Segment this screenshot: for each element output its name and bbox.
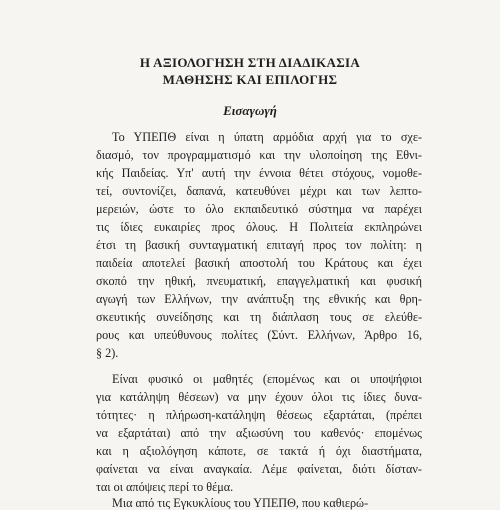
section-subtitle: Εισαγωγή [223,103,277,118]
body-line: μερειών, ώστε το όλο εκπαιδευτικό σύστημα να παρέχει [96,202,422,216]
body-line: Είναι φυσικό οι μαθητές (επομένως και οι υποψήφιοι [112,372,422,386]
body-line: έτσι τη βασική συνταγματική επιταγή προς τον πολίτη: η [96,238,422,252]
body-line: κής Παιδείας. Υπ' αυτή την έννοια θέτει στόχους, νομοθε- [96,166,422,180]
body-line: αγωγή των Ελλήνων, την ανάπτυξη της εθνικής και θρη- [96,292,422,306]
body-line: ται οι απόψεις περί το θέμα. [96,480,234,494]
body-line: τεί, συντονίζει, δαπανά, κατευθύνει μέχρι και των λεπτο- [96,184,422,198]
body-line: σκοπό την ηθική, πνευματική, επαγγελματική και φυσική [96,274,422,288]
body-line: σκευτικής συνείδησης και τη διάπλαση τους σε ελεύθε- [96,310,422,324]
body-line: § 2). [96,346,119,360]
body-line: για κατάληψη θέσεων) να μην έχουν όλοι τις ίδιες δυνα- [96,390,422,404]
heading-line-1: Η ΑΞΙΟΛΟΓΗΣΗ ΣΤΗ ΔΙΑΔΙΚΑΣΙΑ [139,55,361,70]
body-line: Το ΥΠΕΠΘ είναι η ύπατη αρμόδια αρχή για το σχε- [112,130,422,144]
body-line: παιδεία αποτελεί βασική αποστολή του Κράτους και έχει [96,256,422,270]
body-line: τότητες· η πλήρωση-κατάληψη θέσεως εξαρτάται, (πρέπει [96,408,422,422]
body-line: και η αξιολόγηση κάποτε, σε τακτά ή όχι διαστήματα, [96,444,422,458]
body-line: φαίνεται να είναι αναγκαία. Λέμε φαίνεται, διότι δίσταν- [96,462,422,476]
heading-line-2: ΜΑΘΗΣΗΣ ΚΑΙ ΕΠΙΛΟΓΗΣ [162,72,338,87]
body-line: τις ίδιες ευκαιρίες προς όλους. Η Πολιτεία εκπληρώνει [96,220,422,234]
body-line: να εξαρτάται) από την αξιωσύνη του καθενός· επομένως [96,426,422,440]
body-line: διασμό, τον προγραμματισμό και την υλοποίηση της Εθνι- [96,148,422,162]
body-line: ρους και υπεύθυνους πολίτες (Σύντ. Ελλήνων, Άρθρο 16, [96,328,422,342]
body-line: Μια από τις Εγκυκλίους του ΥΠΕΠΘ, που καθιερώ- [112,496,369,510]
